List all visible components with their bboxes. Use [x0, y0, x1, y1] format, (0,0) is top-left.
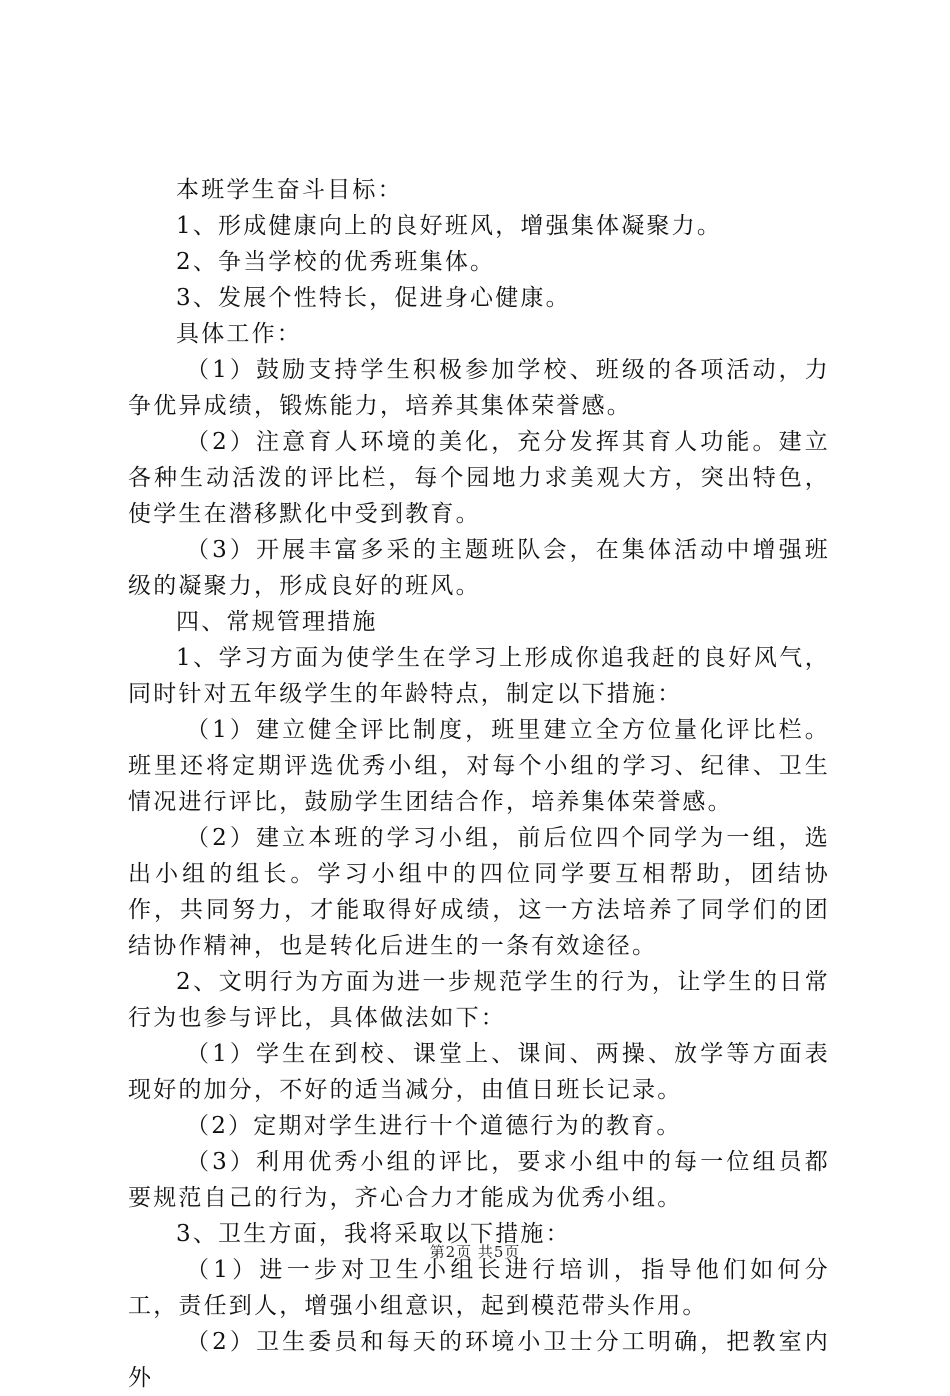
- section-heading-routine-management: 四、常规管理措施: [176, 609, 378, 635]
- paragraph-study-2: （2）建立本班的学习小组，前后位四个同学为一组，选出小组的组长。学习小组中的四位同学要互相帮助，团结协作，共同努力，才能取得好成绩，这一方法培养了同学们的团结协作精神，也是转化后进生的一条有效途径。: [128, 825, 830, 959]
- paragraph-behavior-3: （3）利用优秀小组的评比，要求小组中的每一位组员都要规范自己的行为，齐心合力才能成为优秀小组。: [128, 1149, 830, 1211]
- paragraph-hygiene-2: （2）卫生委员和每天的环境小卫士分工明确，把教室内外: [128, 1329, 830, 1391]
- page-number-footer: 第2页 共5页: [429, 1243, 521, 1261]
- paragraph-goals-heading: 本班学生奋斗目标：: [176, 177, 403, 203]
- paragraph-study-1: （1）建立健全评比制度，班里建立全方位量化评比栏。班里还将定期评选优秀小组，对每个小组的学习、纪律、卫生情况进行评比，鼓励学生团结合作，培养集体荣誉感。: [128, 717, 830, 815]
- paragraph-work-3: （3）开展丰富多采的主题班队会，在集体活动中增强班级的凝聚力，形成良好的班风。: [128, 537, 830, 599]
- paragraph-study: 1、学习方面为使学生在学习上形成你追我赶的良好风气，同时针对五年级学生的年龄特点，制定以下措施：: [128, 645, 830, 707]
- document-body: [128, 172, 830, 1396]
- paragraph-behavior-2: （2）定期对学生进行十个道德行为的教育。: [186, 1113, 682, 1139]
- paragraph-hygiene-1: （1）进一步对卫生小组长进行培训，指导他们如何分工，责任到人，增强小组意识，起到模范带头作用。: [128, 1257, 830, 1319]
- paragraph-hygiene: 3、卫生方面，我将采取以下措施：: [176, 1221, 571, 1247]
- paragraph-goal-1: 1、形成健康向上的良好班风，增强集体凝聚力。: [176, 213, 723, 239]
- paragraph-goal-3: 3、发展个性特长，促进身心健康。: [176, 285, 571, 311]
- paragraph-work-2: （2）注意育人环境的美化，充分发挥其育人功能。建立各种生动活泼的评比栏，每个园地力求美观大方，突出特色，使学生在潜移默化中受到教育。: [128, 429, 830, 527]
- paragraph-behavior: 2、文明行为方面为进一步规范学生的行为，让学生的日常行为也参与评比，具体做法如下：: [128, 969, 830, 1031]
- paragraph-behavior-1: （1）学生在到校、课堂上、课间、两操、放学等方面表现好的加分，不好的适当减分，由值日班长记录。: [128, 1041, 830, 1103]
- paragraph-work-heading: 具体工作：: [176, 321, 302, 347]
- paragraph-work-1: （1）鼓励支持学生积极参加学校、班级的各项活动，力争优异成绩，锻炼能力，培养其集体荣誉感。: [128, 357, 830, 419]
- paragraph-goal-2: 2、争当学校的优秀班集体。: [176, 249, 496, 275]
